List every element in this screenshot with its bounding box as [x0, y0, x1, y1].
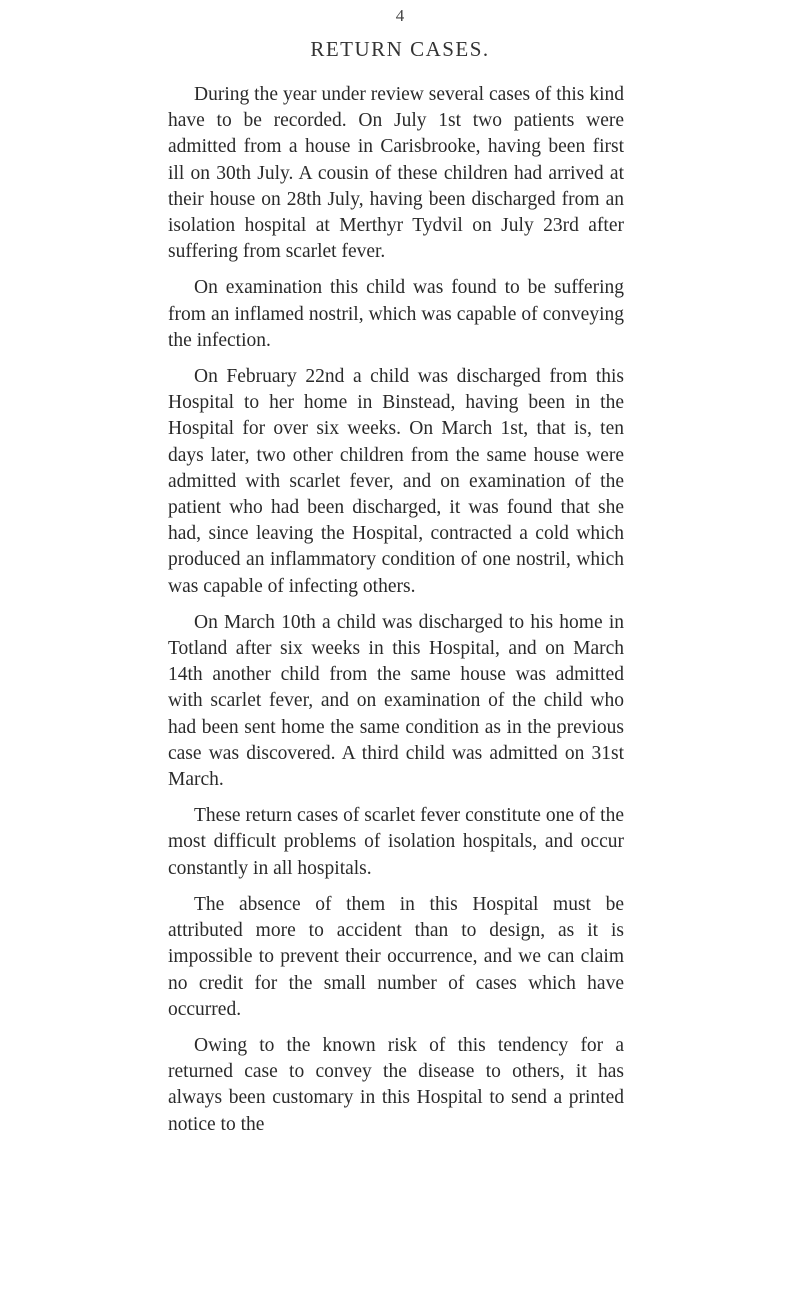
body-text — [168, 82, 624, 1148]
page-number: 4 — [395, 6, 405, 25]
paragraph: During the year under review several cases of this kind have to be recorded. On July 1st two patients were admitted from a house in Carisbrooke, having been first ill on 30th July. A cousin of these children had arrived at their house on 28th July, having been discharged from an isolation hospital at Merthyr Tydvil on July 23rd after suffering from scarlet fever. — [168, 84, 624, 263]
paragraph: Owing to the known risk of this tendency for a returned case to convey the disease to others, it has always been customary in this Hospital to send a printed notice to the — [168, 1034, 624, 1135]
paragraph: The absence of them in this Hospital must be attributed more to accident than to design, as it is impossible to prevent their occurrence, and we can claim no credit for the small number of cases which have occurred. — [168, 893, 624, 1020]
section-heading: RETURN CASES. — [310, 37, 490, 61]
paragraph: On February 22nd a child was discharged from this Hospital to her home in Binstead, having been in the Hospital for over six weeks. On March 1st, that is, ten days later, two other children from the same house were admitted with scarlet fever, and on examination of the patient who had been discharged, it was found that she had, since leaving the Hospital, contracted a cold which produced an inflammatory condition of one nostril, which was capable of infecting others. — [168, 366, 624, 597]
paragraph: These return cases of scarlet fever constitute one of the most difficult problems of isolation hospitals, and occur constantly in all hospitals. — [168, 805, 624, 879]
paragraph: On March 10th a child was discharged to his home in Totland after six weeks in this Hospital, and on March 14th another child from the same house was admitted with scarlet fever, and on examination of the child who had been sent home the same condition as in the previous case was discovered. A third child was admitted on 31st March. — [168, 611, 624, 791]
paragraph: On examination this child was found to be suffering from an inflamed nostril, which was capable of conveying the infection. — [168, 277, 624, 351]
